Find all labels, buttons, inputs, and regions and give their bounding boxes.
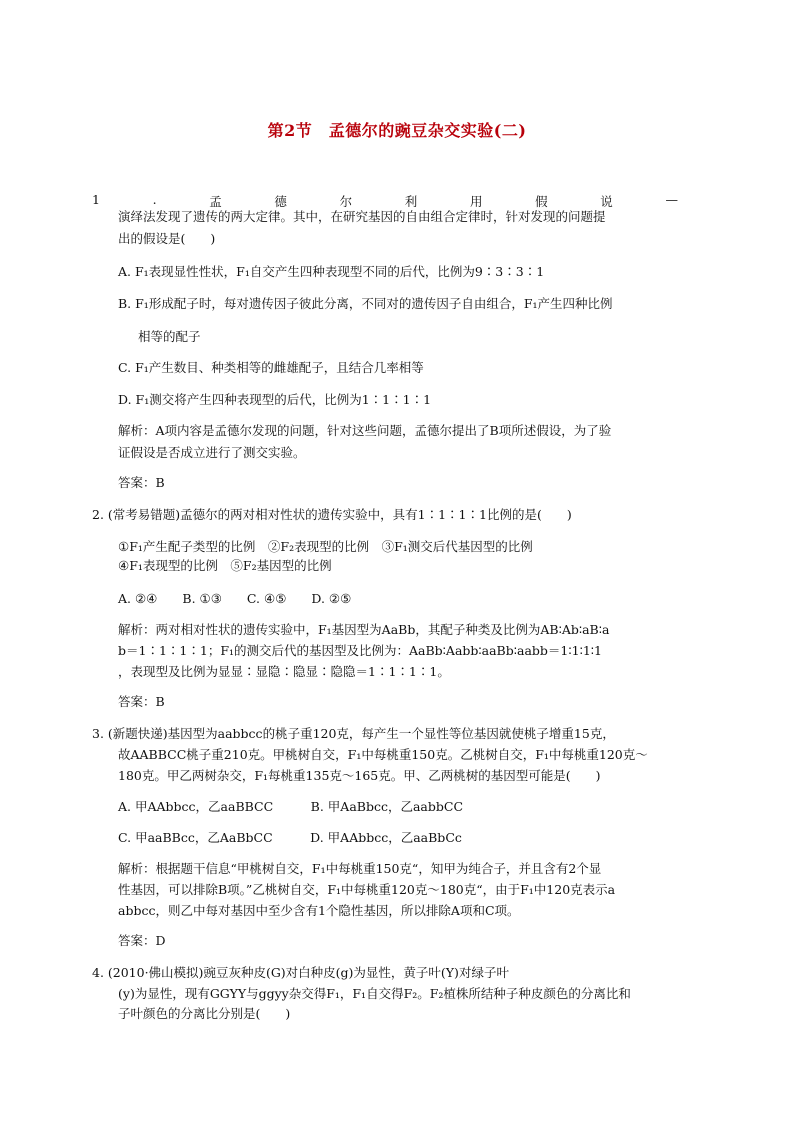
q2-items-line1: ①F₁产生配子类型的比例 ②F₂表现型的比例 ③F₁测交后代基因型的比例 — [118, 539, 533, 554]
q3-explanation-line3: abbcc，则乙中每对基因中至少含有1个隐性基因，所以排除A项和C项。 — [118, 903, 520, 918]
q1-char: 假 — [535, 194, 548, 209]
q3-stem-line1: 3. (新题快递)基因型为aabbcc的桃子重120克，每产生一个显性等位基因就使桃子增重15克， — [92, 726, 615, 741]
q1-stem-line3: 出的假设是( ) — [118, 231, 216, 246]
q1-option-c: C. F₁产生数目、种类相等的雌雄配子，且结合几率相等 — [118, 360, 424, 375]
q1-char: 尔 — [339, 194, 353, 209]
q1-char: 说 — [600, 194, 613, 209]
q3-options-cd: C. 甲aaBBcc，乙AaBbCC D. 甲AAbbcc，乙aaBbCc — [118, 830, 462, 845]
q1-answer: 答案：B — [118, 475, 165, 490]
q2-explanation-line3: ，表现型及比例为显显∶显隐∶隐显∶隐隐＝1∶1∶1∶1。 — [118, 664, 450, 679]
q1-char: . — [152, 192, 157, 207]
q3-explanation-line2: 性基因，可以排除B项。”乙桃树自交，F₁中每桃重120克～180克“，由于F₁中120克表示a — [118, 882, 616, 897]
q1-explanation-line1: 解析：A项内容是孟德尔发现的问题，针对这些问题，孟德尔提出了B项所述假设，为了验 — [118, 423, 612, 438]
q1-char: 利 — [404, 194, 418, 209]
q2-answer: 答案：B — [118, 694, 165, 709]
q1-explanation-line2: 证假设是否成立进行了测交实验。 — [118, 445, 306, 460]
q1-char: — — [665, 192, 678, 207]
q1-option-d: D. F₁测交将产生四种表现型的后代，比例为1∶1∶1∶1 — [118, 392, 432, 407]
q2-stem: 2. (常考易错题)孟德尔的两对相对性状的遗传实验中，具有1∶1∶1∶1比例的是( ) — [92, 507, 572, 522]
q1-char: 孟 — [209, 194, 222, 209]
q2-items-line2: ④F₁表现型的比例 ⑤F₂基因型的比例 — [118, 558, 332, 573]
q3-options-ab: A. 甲AAbbcc，乙aaBBCC B. 甲AaBbcc，乙aabbCC — [118, 799, 464, 814]
q3-stem-line3: 180克。甲乙两树杂交，F₁每桃重135克～165克。甲、乙两桃树的基因型可能是( ) — [118, 768, 601, 783]
q1-number: 1 — [92, 192, 100, 207]
q2-options: A. ②④ B. ①③ C. ④⑤ D. ②⑤ — [118, 591, 352, 606]
q1-option-b-cont: 相等的配子 — [138, 329, 201, 344]
q4-stem-line1: 4. (2010·佛山模拟)豌豆灰种皮(G)对白种皮(g)为显性，黄子叶(Y)对绿子叶 — [92, 965, 509, 980]
q3-answer: 答案：D — [118, 933, 166, 948]
q1-stem-line2: 演绎法发现了遗传的两大定律。其中，在研究基因的自由组合定律时，针对发现的问题提 — [118, 209, 606, 224]
q4-stem-line3: 子叶颜色的分离比分别是( ) — [118, 1006, 291, 1021]
q1-option-b: B. F₁形成配子时，每对遗传因子彼此分离，不同对的遗传因子自由组合，F₁产生四种比例 — [118, 296, 613, 311]
page-title: 第2节 孟德尔的豌豆杂交实验(二) — [267, 121, 527, 140]
q1-char: 德 — [274, 194, 287, 209]
q2-explanation-line1: 解析：两对相对性状的遗传实验中，F₁基因型为AaBb，其配子种类及比例为AB∶Ab∶aB∶a — [118, 622, 610, 637]
q3-stem-line2: 故AABBCC桃子重210克。甲桃树自交，F₁中每桃重150克。乙桃树自交，F₁中每桃重120克～ — [118, 747, 648, 762]
q2-explanation-line2: b＝1∶1∶1∶1；F₁的测交后代的基因型及比例为：AaBb∶Aabb∶aaBb∶aabb＝1∶1∶1∶1 — [118, 643, 602, 658]
q4-stem-line2: (y)为显性，现有GGYY与ggyy杂交得F₁，F₁自交得F₂。F₂植株所结种子种皮颜色的分离比和 — [118, 986, 631, 1001]
q3-explanation-line1: 解析：根据题干信息“甲桃树自交，F₁中每桃重150克“，知甲为纯合子，并且含有2个显 — [118, 861, 602, 876]
q1-option-a: A. F₁表现显性性状，F₁自交产生四种表现型不同的后代，比例为9∶3∶3∶1 — [118, 264, 545, 279]
q1-char: 用 — [469, 194, 483, 209]
